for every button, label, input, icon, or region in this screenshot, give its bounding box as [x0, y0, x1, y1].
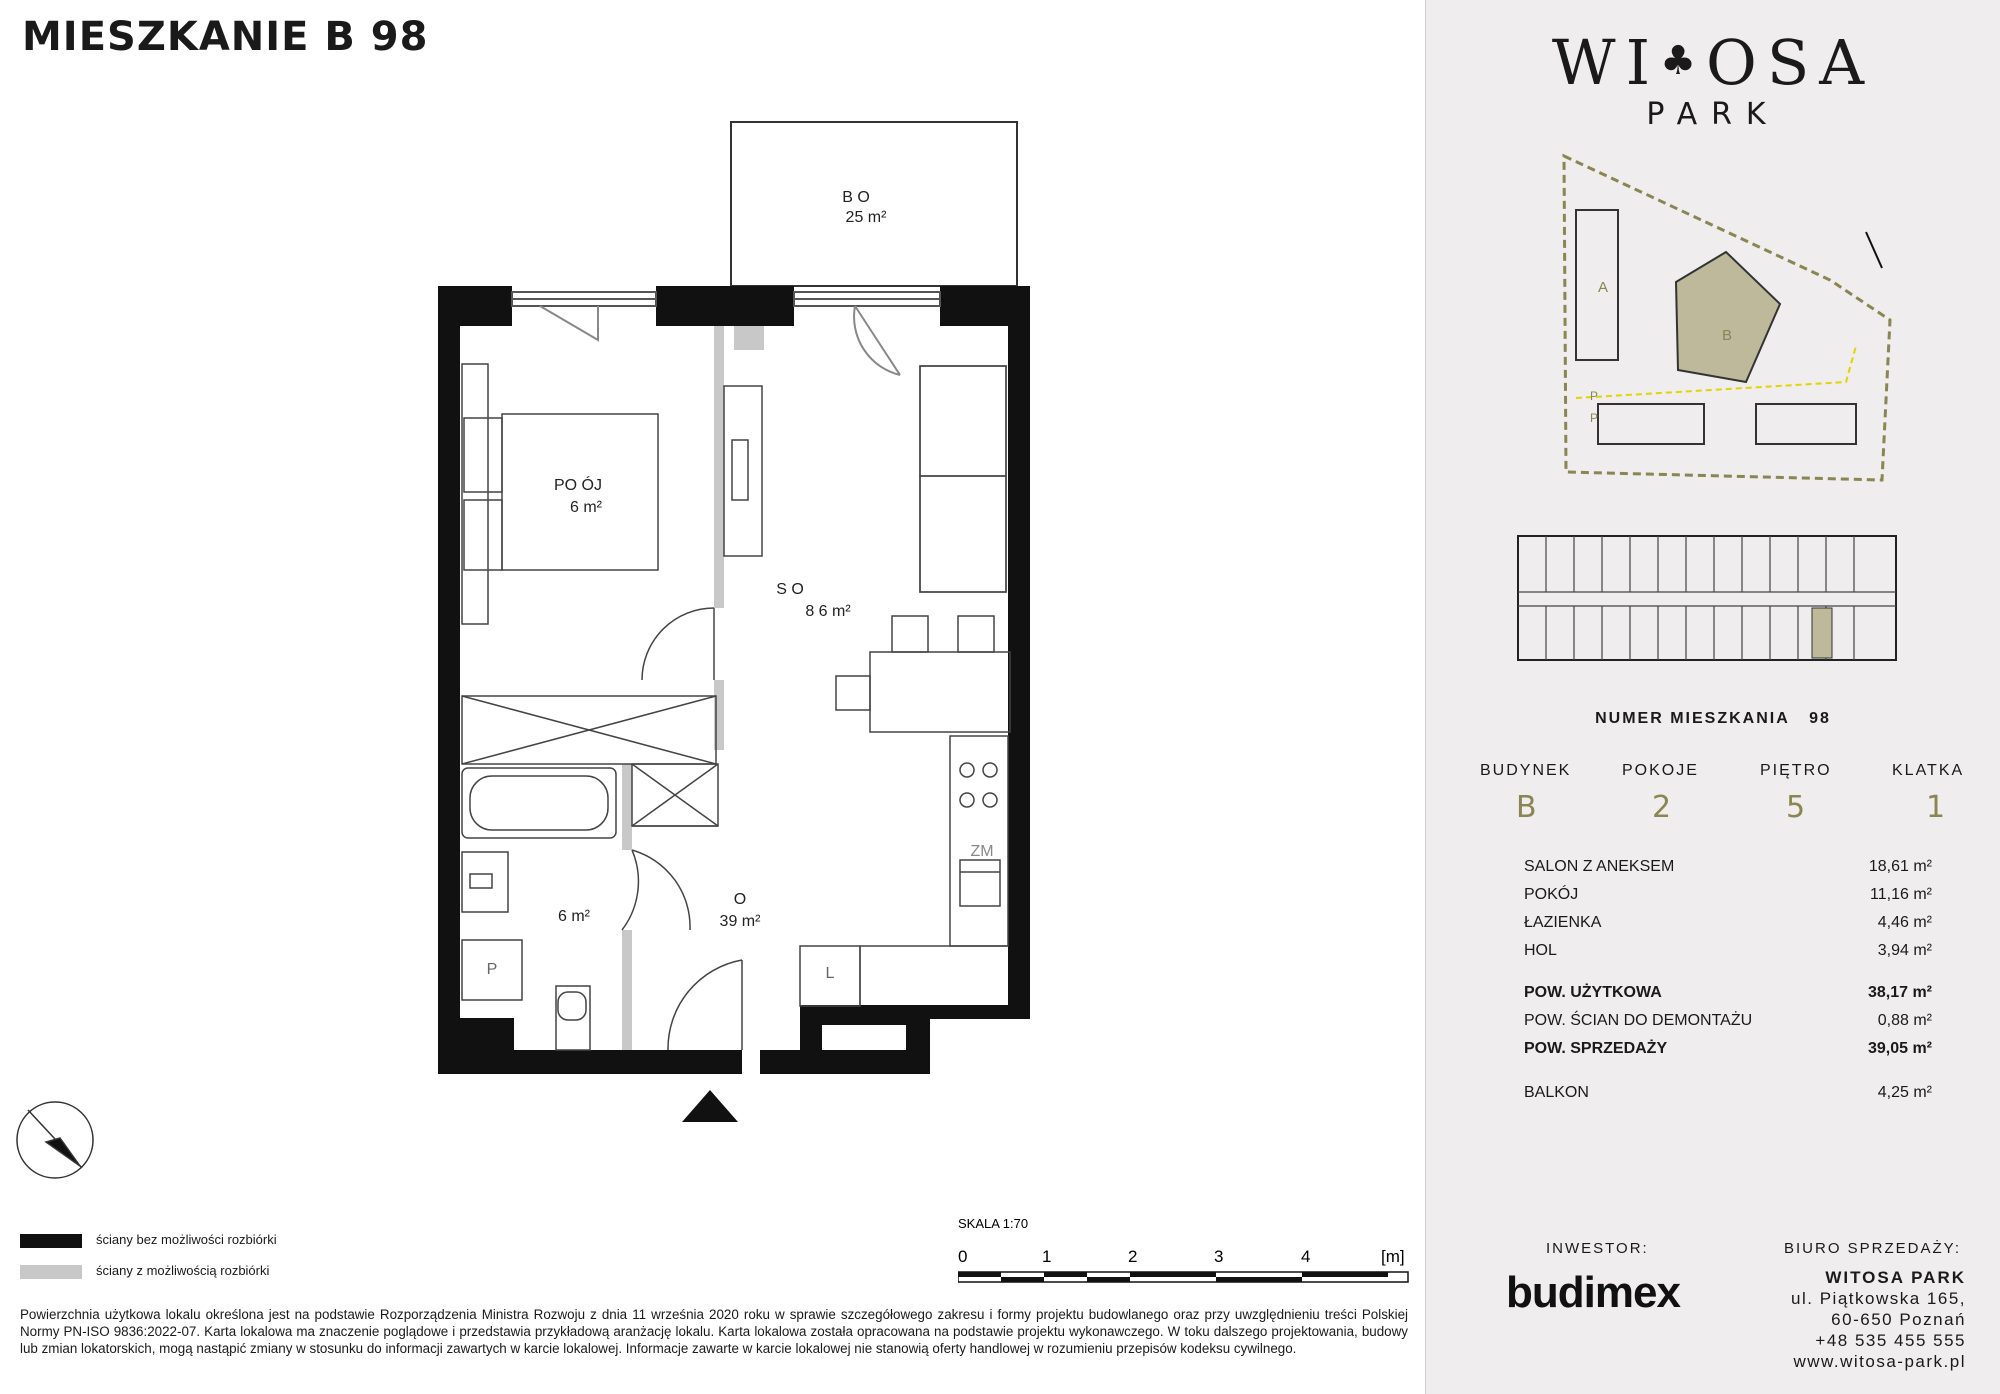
room-area: 6 m²: [570, 499, 602, 516]
site-plan: [1426, 150, 2000, 490]
room-name: PO ÓJ: [553, 477, 603, 494]
svg-text:[m]: [m]: [1381, 1247, 1405, 1266]
room-name: B O: [842, 189, 870, 206]
attr-label-rooms: POKOJE: [1622, 762, 1699, 779]
legend-swatch: [20, 1234, 82, 1248]
room-name: S O: [776, 581, 804, 598]
attr-value-rooms: 2: [1652, 790, 1672, 825]
svg-text:4: 4: [1301, 1247, 1311, 1266]
legend-swatch: [20, 1265, 82, 1279]
removable-walls: [622, 326, 764, 1050]
svg-text:SKALA 1:70: SKALA 1:70: [958, 1216, 1029, 1231]
svg-text:A: A: [1598, 279, 1609, 296]
attr-value-staircase: 1: [1926, 790, 1946, 825]
budimex-logo: budimex: [1506, 1268, 1680, 1317]
sales-office-heading: BIURO SPRZEDAŻY:: [1784, 1240, 1962, 1257]
svg-text:0: 0: [958, 1247, 968, 1266]
svg-text:P: P: [1590, 411, 1599, 425]
load-bearing-walls: [438, 286, 1030, 1074]
fixture-label: ZM: [970, 843, 994, 860]
scale-bar: [958, 1216, 1410, 1306]
legend-item: ściany bez możliwości rozbiórki: [20, 1232, 277, 1248]
investor-heading: INWESTOR:: [1546, 1240, 1649, 1257]
info-panel: [1426, 0, 2000, 1394]
room-area: 39 m²: [719, 913, 761, 930]
room-area: 6 m²: [558, 908, 590, 925]
wall-demolition-area: POW. ŚCIAN DO DEMONTAŻU 0,88 m²: [1524, 1012, 1932, 1029]
room-area: 8 6 m²: [805, 603, 851, 620]
area-row: POKÓJ 11,16 m²: [1524, 886, 1932, 903]
room-name: O: [733, 891, 747, 908]
svg-text:1: 1: [1042, 1247, 1052, 1266]
north-arrow-icon: [1866, 232, 1882, 268]
compass-icon: [17, 1102, 93, 1178]
sales-area: POW. SPRZEDAŻY 39,05 m²: [1524, 1040, 1932, 1057]
svg-text:3: 3: [1214, 1247, 1224, 1266]
svg-text:P: P: [1590, 389, 1599, 403]
attr-label-staircase: KLATKA: [1892, 762, 1965, 779]
attr-value-building: B: [1516, 790, 1537, 825]
area-row: SALON Z ANEKSEM 18,61 m²: [1524, 858, 1932, 875]
attr-label-building: BUDYNEK: [1480, 762, 1572, 779]
attr-label-floor: PIĘTRO: [1760, 762, 1832, 779]
total-usable-area: POW. UŻYTKOWA 38,17 m²: [1524, 984, 1932, 1001]
balcony-outline: [731, 122, 1017, 286]
entrance-arrow: [682, 1090, 738, 1122]
witosa-park-logo: WI♣OSA PARK: [1551, 26, 1875, 132]
floor-key-plan: [1426, 528, 2000, 668]
area-row: HOL 3,94 m²: [1524, 942, 1932, 959]
fixture-label: L: [825, 965, 835, 982]
fixture-label: P: [486, 961, 498, 978]
balcony-area: BALKON 4,25 m²: [1524, 1084, 1932, 1101]
attr-value-floor: 5: [1786, 790, 1806, 825]
svg-text:B: B: [1722, 327, 1733, 344]
area-row: ŁAZIENKA 4,46 m²: [1524, 914, 1932, 931]
svg-text:2: 2: [1128, 1247, 1138, 1266]
interior-lines: [462, 364, 1010, 1050]
legend-item: ściany z możliwością rozbiórki: [20, 1263, 269, 1279]
apartment-number: NUMER MIESZKANIA 98: [1595, 710, 1831, 727]
room-area: 25 m²: [845, 209, 887, 226]
sales-office-contact: WITOSA PARK ul. Piątkowska 165, 60-650 Poznań +48 535 455 555 www.witosa-park.pl: [1791, 1268, 1966, 1371]
disclaimer: Powierzchnia użytkowa lokalu określona jest na podstawie Rozporządzenia Ministra Rozwoju z dnia 11 września 2020 roku w sprawie szczegółowego zakresu i formy projektu budowlanego oraz przy uwzględnieniu treści Polskiej Normy PN-ISO 9836:2022-07. Karta lokalowa ma znaczenie poglądowe i przedstawia przykładową aranżację lokalu. Karta lokalowa została opracowana na podstawie projektu wykonawczego. W toku dalszego projektowania, budowy lub zmian lokatorskich, mogą nastąpić zmiany w stosunku do informacji zawartych w karcie lokalowej. Informacje zawarte w karcie lokalowej nie stanowią oferty handlowej w rozumieniu przepisów kodeksu cywilnego.: [20, 1307, 1408, 1356]
page-title: MIESZKANIE B 98: [22, 14, 429, 60]
